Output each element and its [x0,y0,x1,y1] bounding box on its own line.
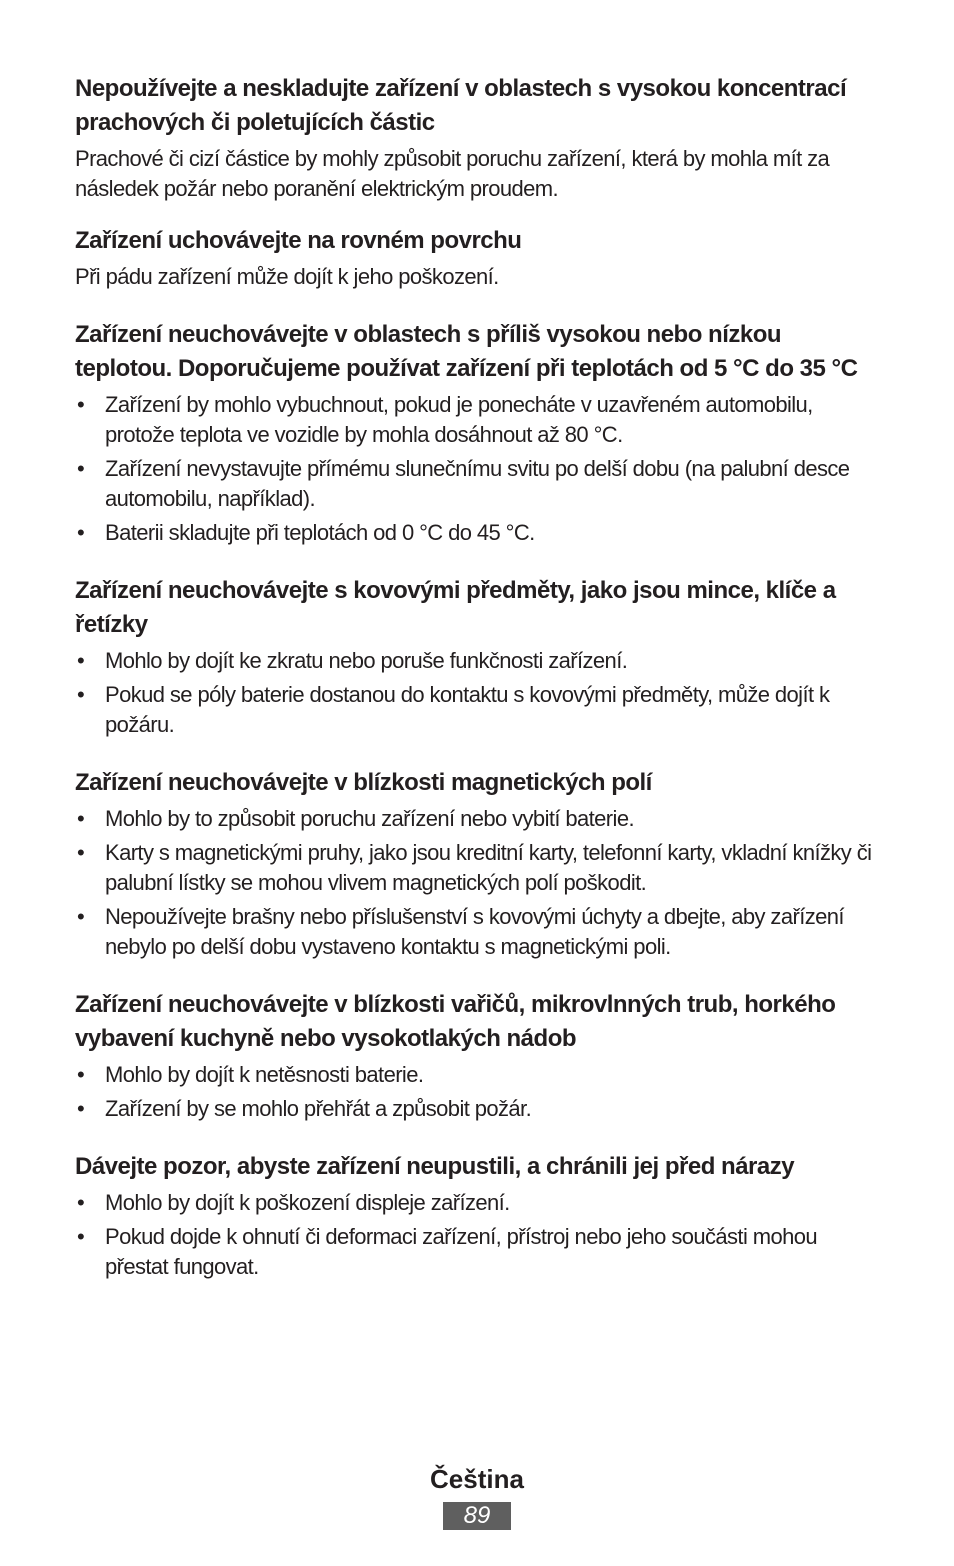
bullet-list [75,1060,875,1124]
list-item-text: Zařízení nevystavujte přímému slunečnímu svitu po delší dobu (na palubní desce automobilu, například). [105,456,850,511]
footer-language: Čeština [430,1464,524,1494]
bullet-icon: • [77,1096,85,1121]
bullet-icon: • [77,840,85,865]
section-text: Při pádu zařízení může dojít k jeho poškození. [75,264,499,289]
bullet-list [75,1188,875,1282]
section-heading: Zařízení neuchovávejte s kovovými předměty, jako jsou mince, klíče a řetízky [75,577,836,638]
list-item [75,390,875,450]
page-number: 89 [443,1502,511,1530]
list-item-text: Pokud dojde k ohnutí či deformaci zařízení, přístroj nebo jeho součásti mohou přestat fungovat. [105,1224,818,1279]
bullet-list [75,804,875,962]
bullet-icon: • [77,456,85,481]
page-footer [0,1462,954,1530]
section-text: Prachové či cizí částice by mohly způsobit poruchu zařízení, která by mohla mít za následek požár nebo poranění elektrickým proudem. [75,146,830,201]
section-heading: Zařízení neuchovávejte v blízkosti magnetických polí [75,769,652,796]
section-heading: Dávejte pozor, abyste zařízení neupustili, a chránili jej před nárazy [75,1153,795,1180]
section-heading: Zařízení neuchovávejte v oblastech s příliš vysokou nebo nízkou teplotou. Doporučujeme používat zařízení při teplotách od 5 °C do 35 °C [75,321,858,382]
bullet-icon: • [77,1062,85,1087]
list-item-text: Pokud se póly baterie dostanou do kontaktu s kovovými předměty, může dojít k požáru. [105,682,830,737]
list-item-text: Zařízení by mohlo vybuchnout, pokud je ponecháte v uzavřeném automobilu, protože teplota ve vozidle by mohla dosáhnout až 80 °C. [105,392,813,447]
list-item [75,1222,875,1282]
list-item-text: Mohlo by dojít ke zkratu nebo poruše funkčnosti zařízení. [105,648,628,673]
list-item [75,838,875,898]
section-dust [75,72,875,204]
list-item-text: Mohlo by dojít k netěsnosti baterie. [105,1062,424,1087]
list-item-text: Mohlo by dojít k poškození displeje zařízení. [105,1190,510,1215]
list-item [75,804,875,834]
list-item-text: Zařízení by se mohlo přehřát a způsobit požár. [105,1096,532,1121]
list-item-text: Baterii skladujte při teplotách od 0 °C do 45 °C. [105,520,535,545]
list-item [75,902,875,962]
list-item [75,454,875,514]
bullet-icon: • [77,682,85,707]
list-item [75,1188,875,1218]
list-item [75,646,875,676]
list-item [75,1060,875,1090]
section-magnetic-fields [75,766,875,962]
bullet-icon: • [77,520,85,545]
bullet-icon: • [77,392,85,417]
list-item-text: Nepoužívejte brašny nebo příslušenství s kovovými úchyty a dbejte, aby zařízení nebylo po delší dobu vystaveno kontaktu s magnetickými poli. [105,904,844,959]
section-heading: Zařízení uchovávejte na rovném povrchu [75,227,522,254]
section-heading: Nepoužívejte a neskladujte zařízení v oblastech s vysokou koncentrací prachových či poletujících částic [75,75,847,136]
section-temperature [75,318,875,548]
section-metal-objects [75,574,875,740]
bullet-icon: • [77,1224,85,1249]
section-heat-sources [75,988,875,1124]
section-impacts [75,1150,875,1282]
section-heading: Zařízení neuchovávejte v blízkosti vařičů, mikrovlnných trub, horkého vybavení kuchyně nebo vysokotlakých nádob [75,991,836,1052]
bullet-list [75,646,875,740]
bullet-icon: • [77,904,85,929]
list-item [75,518,875,548]
list-item-text: Karty s magnetickými pruhy, jako jsou kreditní karty, telefonní karty, vkladní knížky či palubní lístky se mohou vlivem magnetických polí poškodit. [105,840,872,895]
bullet-icon: • [77,1190,85,1215]
section-flat-surface [75,224,875,292]
bullet-icon: • [77,806,85,831]
bullet-icon: • [77,648,85,673]
page-content [75,72,875,1286]
bullet-list [75,390,875,548]
list-item-text: Mohlo by to způsobit poruchu zařízení nebo vybití baterie. [105,806,634,831]
list-item [75,680,875,740]
list-item [75,1094,875,1124]
